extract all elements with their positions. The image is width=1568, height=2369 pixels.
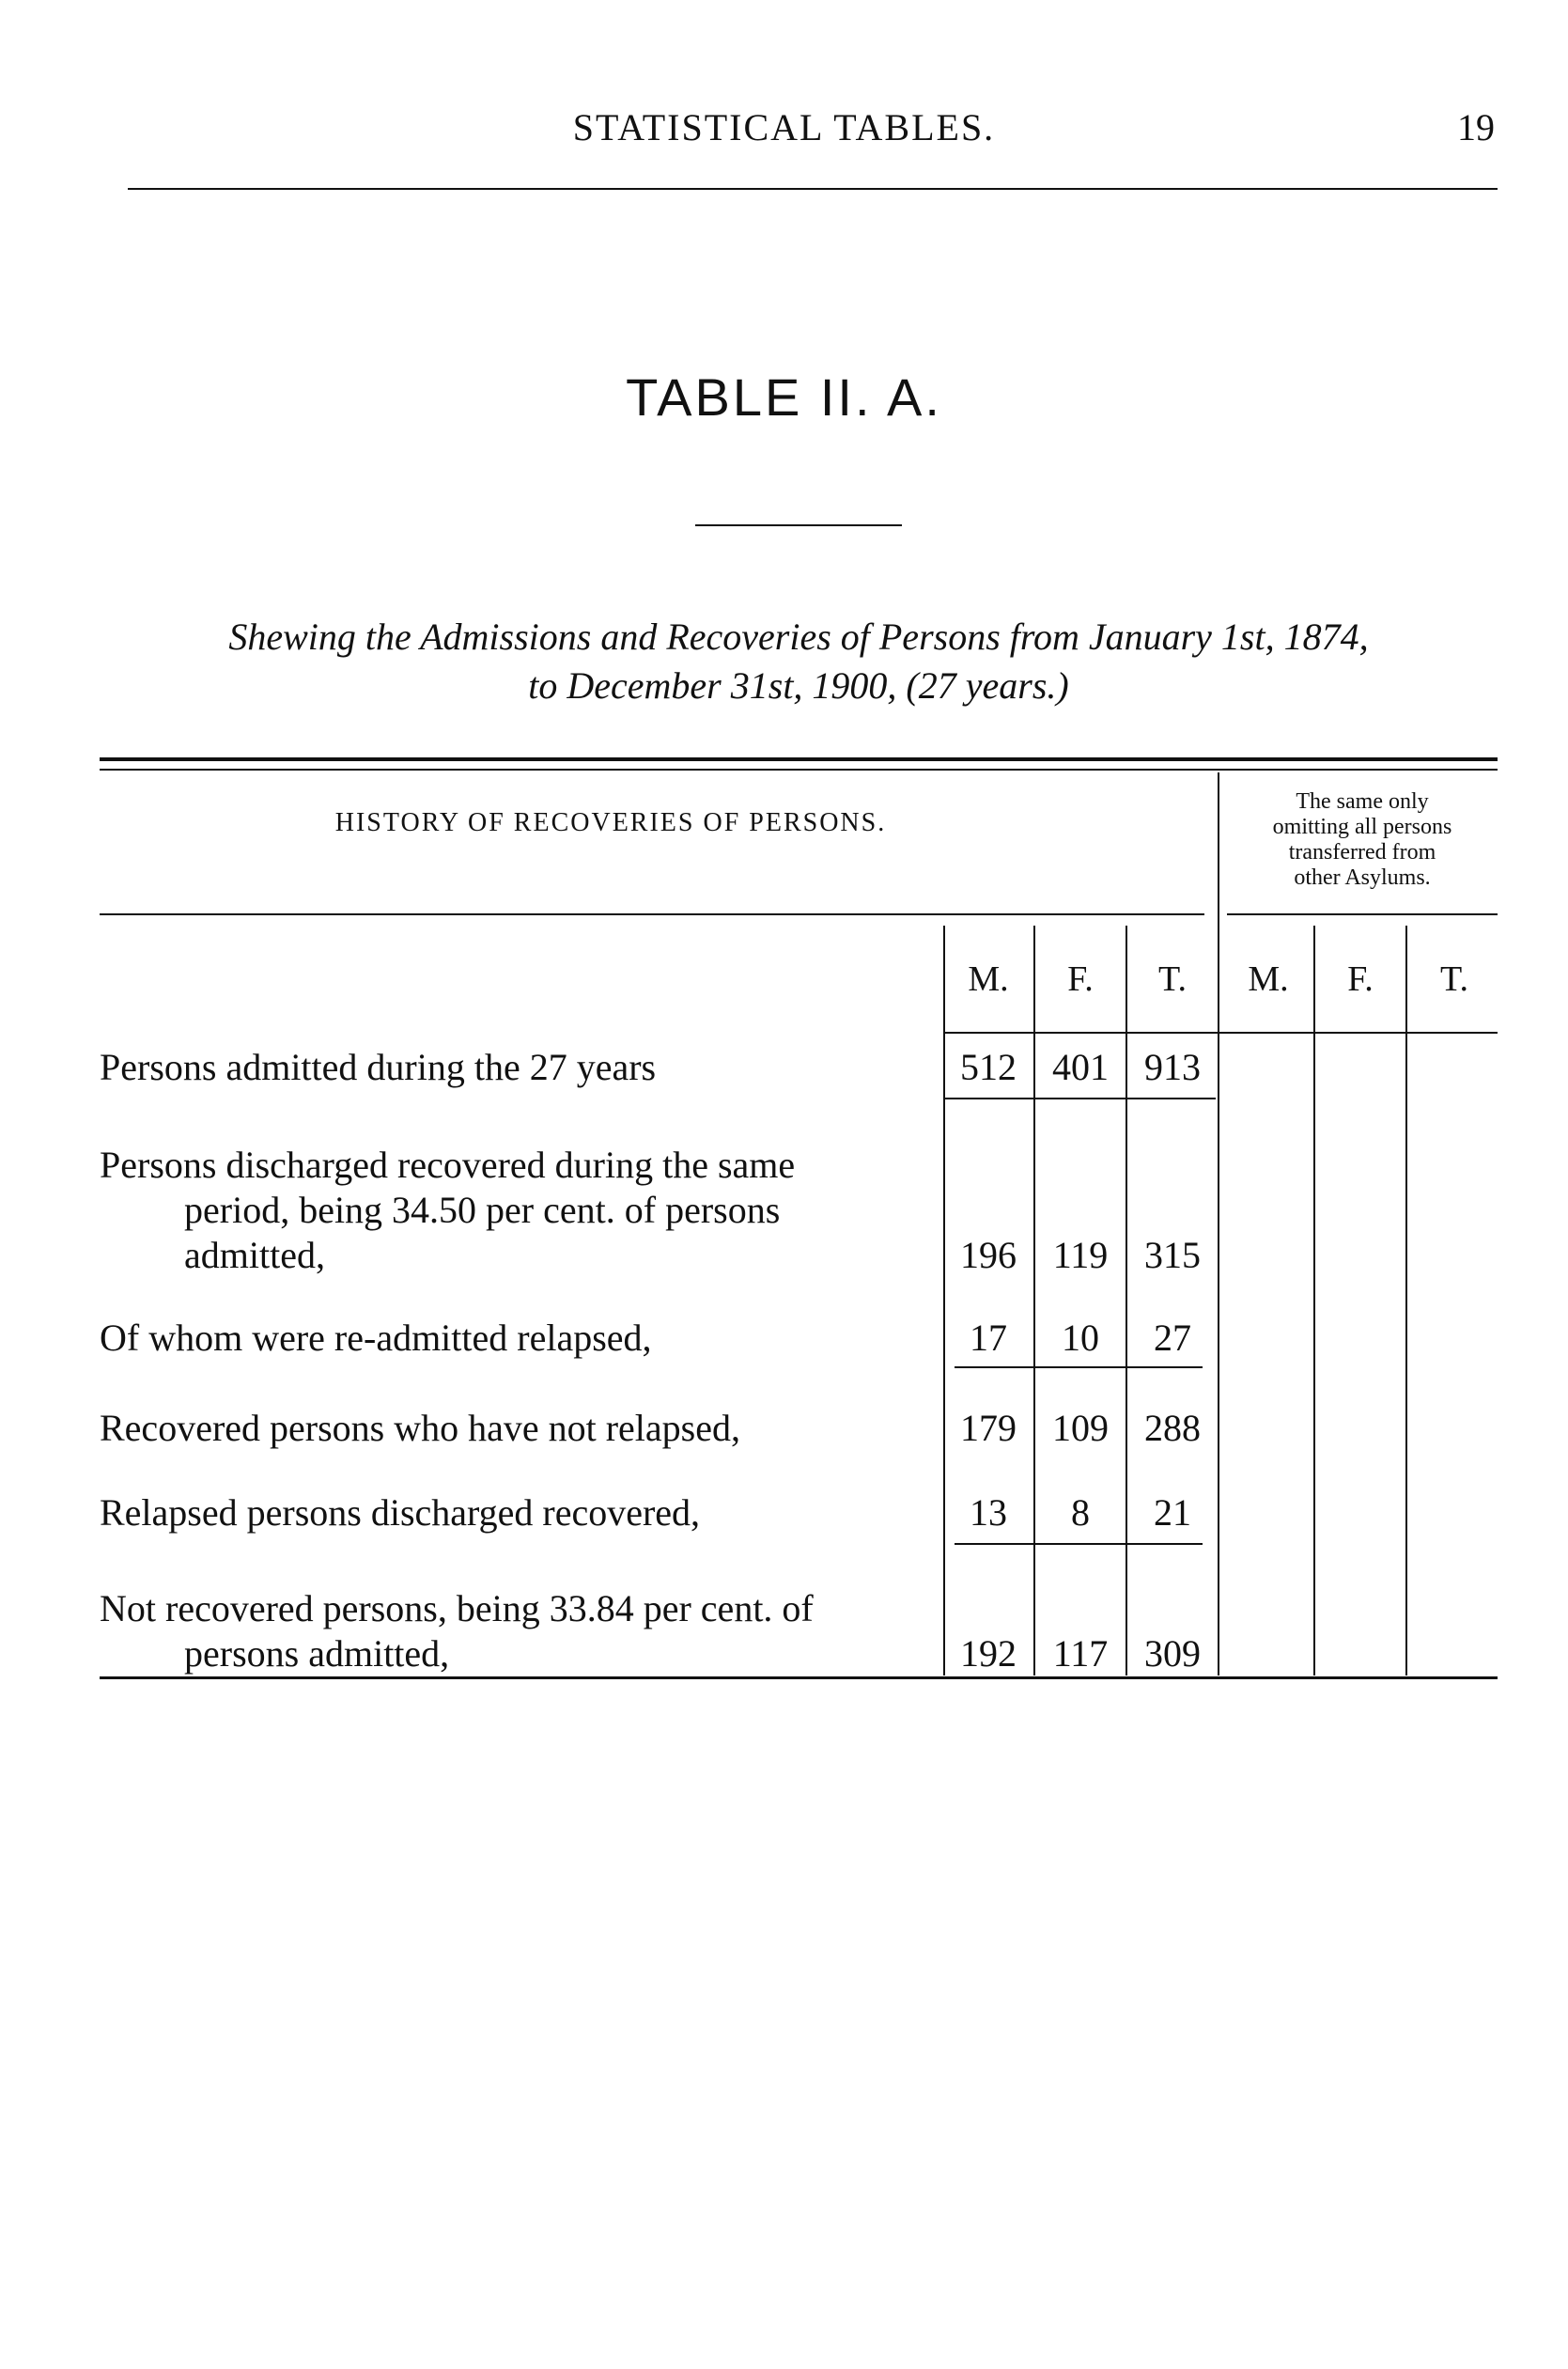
transfer-header [1221, 789, 1503, 891]
page-number: 19 [1457, 106, 1495, 148]
row-label-line: admitted, [184, 1234, 325, 1276]
cell-t: 309 [1144, 1632, 1201, 1675]
cell-f: 119 [1052, 1234, 1109, 1276]
row-label [100, 1143, 795, 1278]
row-label [100, 1045, 656, 1090]
title-underline [695, 524, 902, 526]
column-rule [1405, 926, 1407, 1675]
table-subtitle [94, 613, 1503, 710]
row-label [100, 1490, 700, 1535]
cell-t: 27 [1154, 1317, 1191, 1359]
running-header-title: STATISTICAL TABLES. [572, 106, 996, 148]
row-label-line: Persons discharged recovered during the same [100, 1144, 796, 1186]
column-rule [1313, 926, 1315, 1675]
row-label-line: Relapsed persons discharged recovered, [100, 1491, 701, 1534]
cell-t: 21 [1154, 1491, 1191, 1534]
cell-f: 401 [1052, 1046, 1109, 1088]
column-rule [1218, 772, 1219, 1675]
cell-m: 512 [960, 1046, 1017, 1088]
subtotal-rule [945, 1098, 1216, 1099]
cell-m: 17 [970, 1317, 1007, 1359]
table-top-rule-2 [100, 769, 1498, 771]
col-head-m: M. [968, 959, 1009, 999]
row-label-line: Persons admitted during the 27 years [100, 1046, 657, 1088]
subtitle-line-1: Shewing the Admissions and Recoveries of Persons from January 1st, 1874, [228, 616, 1369, 658]
col-head-m-omitting: M. [1248, 959, 1289, 999]
history-header: HISTORY OF RECOVERIES OF PERSONS. [334, 808, 887, 837]
row-label [100, 1586, 814, 1676]
cell-m: 179 [960, 1407, 1017, 1449]
transfer-header-line: transferred from [1288, 840, 1436, 865]
cell-f: 109 [1052, 1407, 1109, 1449]
transfer-header-line: omitting all persons [1272, 815, 1452, 839]
cell-t: 315 [1144, 1234, 1201, 1276]
column-rule [1033, 926, 1035, 1675]
cell-f: 8 [1071, 1491, 1090, 1534]
col-head-t: T. [1158, 959, 1187, 999]
cell-f: 117 [1052, 1632, 1109, 1675]
column-rule [1126, 926, 1127, 1675]
row-label [100, 1316, 652, 1361]
col-head-f-omitting: F. [1347, 959, 1374, 999]
row-label-line: persons admitted, [184, 1632, 450, 1675]
cell-m: 196 [960, 1234, 1017, 1276]
row-label-line: Recovered persons who have not relapsed, [100, 1407, 740, 1449]
row-label-line: period, being 34.50 per cent. of persons [184, 1189, 781, 1231]
transfer-header-line: The same only [1296, 789, 1429, 814]
cell-t: 913 [1144, 1046, 1201, 1088]
header-separator-left [100, 913, 1204, 915]
subtotal-rule [955, 1366, 1203, 1368]
col-head-t-omitting: T. [1440, 959, 1468, 999]
row-label-line: Of whom were re-admitted relapsed, [100, 1317, 652, 1359]
cell-t: 288 [1144, 1407, 1201, 1449]
row-label-line: Not recovered persons, being 33.84 per cent. of [100, 1587, 814, 1629]
header-separator-right [1227, 913, 1498, 915]
table-title: TABLE II. A. [626, 367, 942, 427]
col-head-underline [943, 1032, 1498, 1034]
table-top-rule-1 [100, 757, 1498, 761]
subtitle-line-2: to December 31st, 1900, (27 years.) [528, 664, 1069, 707]
col-head-f: F. [1067, 959, 1094, 999]
column-rule [943, 926, 945, 1675]
cell-m: 192 [960, 1632, 1017, 1675]
cell-m: 13 [970, 1491, 1007, 1534]
subtotal-rule [955, 1543, 1203, 1545]
transfer-header-line: other Asylums. [1294, 865, 1431, 890]
table-bottom-rule [100, 1676, 1498, 1679]
cell-f: 10 [1062, 1317, 1099, 1359]
row-label [100, 1406, 740, 1451]
header-rule [128, 188, 1498, 190]
